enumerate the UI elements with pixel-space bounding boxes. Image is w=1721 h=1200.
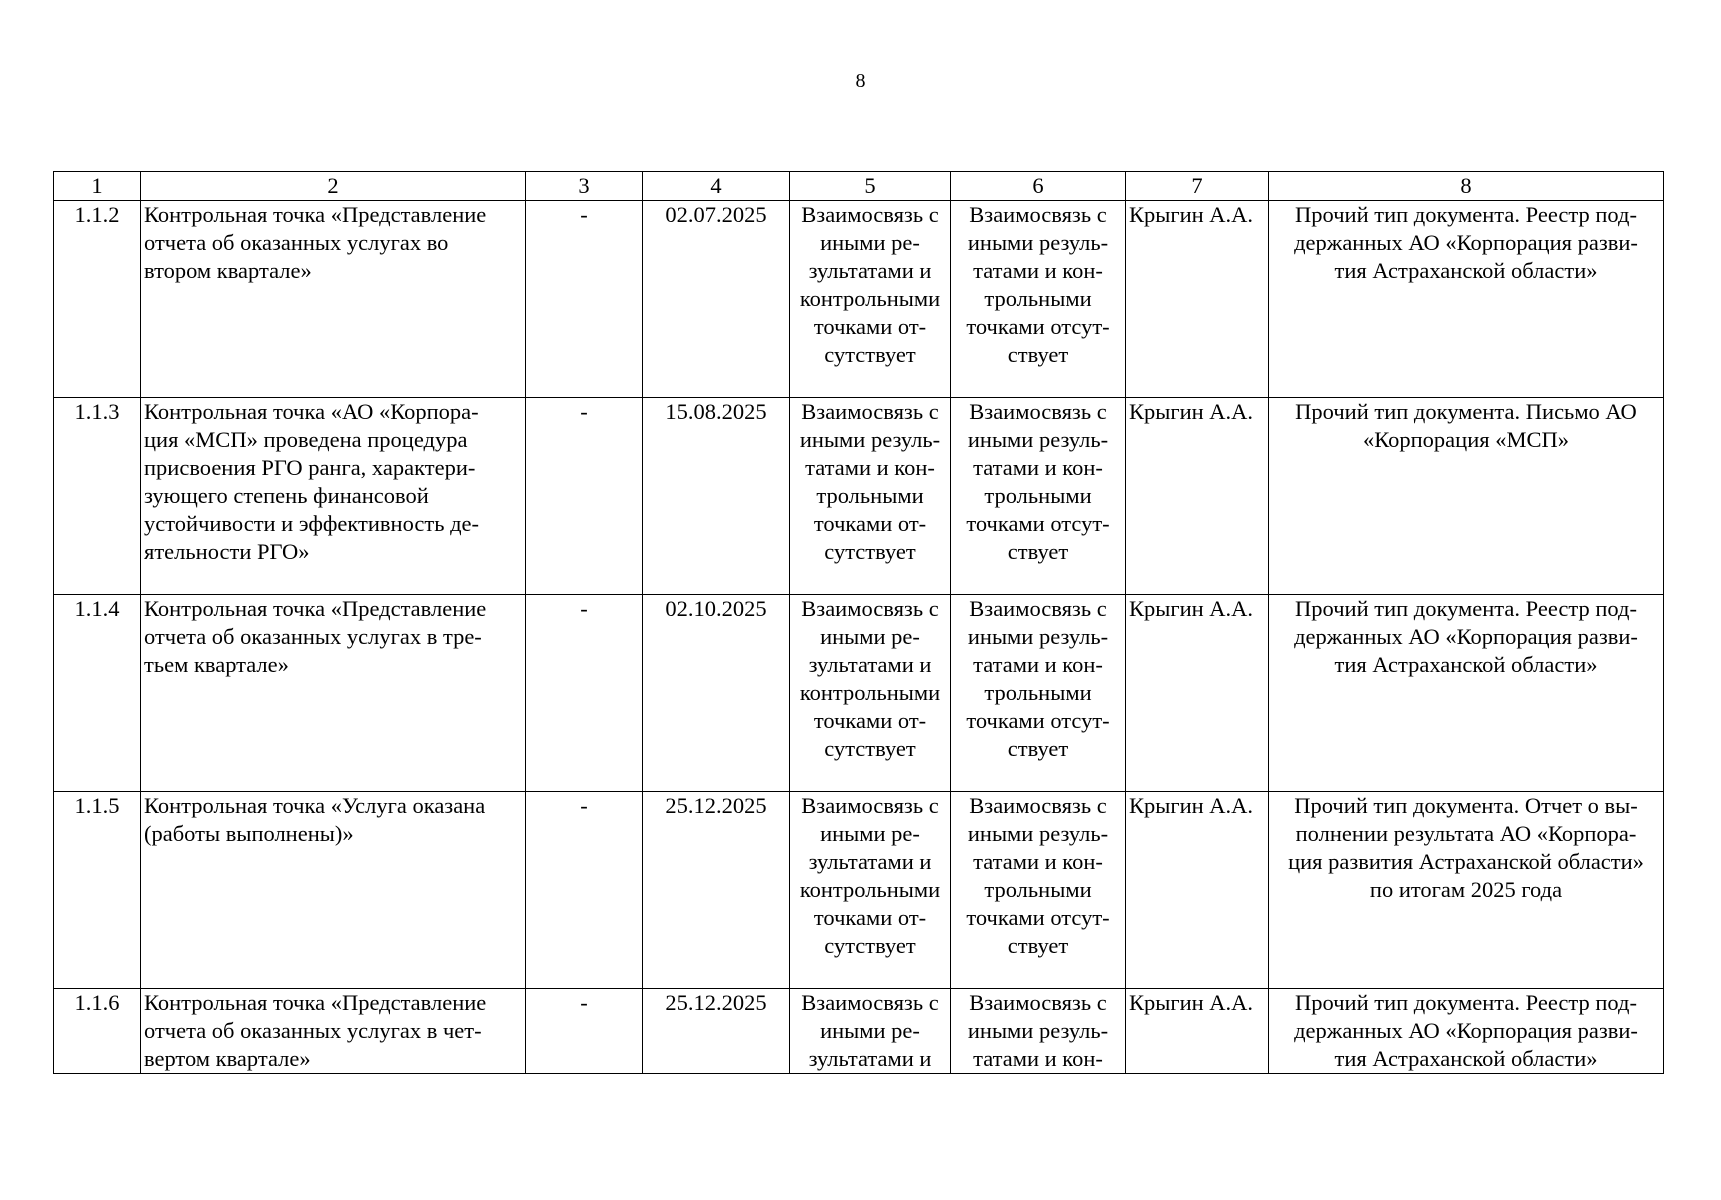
due-date: 02.07.2025 <box>643 201 790 398</box>
relation-column-6: Взаимосвязь с иными резуль- татами и кон- <box>951 989 1126 1074</box>
due-date: 25.12.2025 <box>643 792 790 989</box>
document-type: Прочий тип документа. Письмо АО «Корпорация «МСП» <box>1269 398 1664 595</box>
relation-column-6: Взаимосвязь с иными резуль- татами и кон- трольными точками отсут- ствует <box>951 201 1126 398</box>
column-header-6: 6 <box>951 172 1126 201</box>
control-point-name: Контрольная точка «Услуга оказана (работы выполнены)» <box>141 792 526 989</box>
document-type: Прочий тип документа. Отчет о вы- полнении результата АО «Корпора- ция развития Астраханской области» по итогам 2025 года <box>1269 792 1664 989</box>
column-header-2: 2 <box>141 172 526 201</box>
table-row <box>54 398 1664 595</box>
relation-column-6: Взаимосвязь с иными резуль- татами и кон- трольными точками отсут- ствует <box>951 595 1126 792</box>
column-header-4: 4 <box>643 172 790 201</box>
relation-column-5: Взаимосвязь с иными ре- зультатами и контрольными точками от- сутствует <box>790 792 951 989</box>
column-header-3: 3 <box>526 172 643 201</box>
relation-column-6: Взаимосвязь с иными резуль- татами и кон- трольными точками отсут- ствует <box>951 398 1126 595</box>
table-row <box>54 595 1664 792</box>
column-3-value: - <box>526 989 643 1074</box>
due-date: 02.10.2025 <box>643 595 790 792</box>
relation-column-5: Взаимосвязь с иными резуль- татами и кон- трольными точками от- сутствует <box>790 398 951 595</box>
responsible-person: Крыгин А.А. <box>1126 595 1269 792</box>
control-point-name: Контрольная точка «Представление отчета об оказанных услугах во втором квартале» <box>141 201 526 398</box>
responsible-person: Крыгин А.А. <box>1126 792 1269 989</box>
due-date: 15.08.2025 <box>643 398 790 595</box>
control-point-name: Контрольная точка «АО «Корпора- ция «МСП» проведена процедура присвоения РГО ранга, характери- зующего степень финансовой устойчивости и эффективность де- ятельности РГО» <box>141 398 526 595</box>
table-header <box>54 172 1664 201</box>
control-point-name: Контрольная точка «Представление отчета об оказанных услугах в чет- вертом квартале» <box>141 989 526 1074</box>
column-3-value: - <box>526 792 643 989</box>
row-number: 1.1.6 <box>54 989 141 1074</box>
document-type: Прочий тип документа. Реестр под- держанных АО «Корпорация разви- тия Астраханской области» <box>1269 595 1664 792</box>
column-3-value: - <box>526 398 643 595</box>
row-number: 1.1.5 <box>54 792 141 989</box>
control-points-table <box>53 171 1664 1074</box>
column-3-value: - <box>526 201 643 398</box>
page-number: 8 <box>855 70 866 92</box>
table-row <box>54 989 1664 1074</box>
table-row <box>54 201 1664 398</box>
relation-column-6: Взаимосвязь с иными резуль- татами и кон- трольными точками отсут- ствует <box>951 792 1126 989</box>
relation-column-5: Взаимосвязь с иными ре- зультатами и <box>790 989 951 1074</box>
column-header-8: 8 <box>1269 172 1664 201</box>
relation-column-5: Взаимосвязь с иными ре- зультатами и контрольными точками от- сутствует <box>790 595 951 792</box>
row-number: 1.1.3 <box>54 398 141 595</box>
column-header-7: 7 <box>1126 172 1269 201</box>
document-type: Прочий тип документа. Реестр под- держанных АО «Корпорация разви- тия Астраханской области» <box>1269 201 1664 398</box>
column-header-5: 5 <box>790 172 951 201</box>
header-row <box>54 172 1664 201</box>
relation-column-5: Взаимосвязь с иными ре- зультатами и контрольными точками от- сутствует <box>790 201 951 398</box>
control-point-name: Контрольная точка «Представление отчета об оказанных услугах в тре- тьем квартале» <box>141 595 526 792</box>
responsible-person: Крыгин А.А. <box>1126 398 1269 595</box>
due-date: 25.12.2025 <box>643 989 790 1074</box>
row-number: 1.1.4 <box>54 595 141 792</box>
responsible-person: Крыгин А.А. <box>1126 201 1269 398</box>
responsible-person: Крыгин А.А. <box>1126 989 1269 1074</box>
row-number: 1.1.2 <box>54 201 141 398</box>
table-row <box>54 792 1664 989</box>
column-header-1: 1 <box>54 172 141 201</box>
column-3-value: - <box>526 595 643 792</box>
document-type: Прочий тип документа. Реестр под- держанных АО «Корпорация разви- тия Астраханской области» <box>1269 989 1664 1074</box>
